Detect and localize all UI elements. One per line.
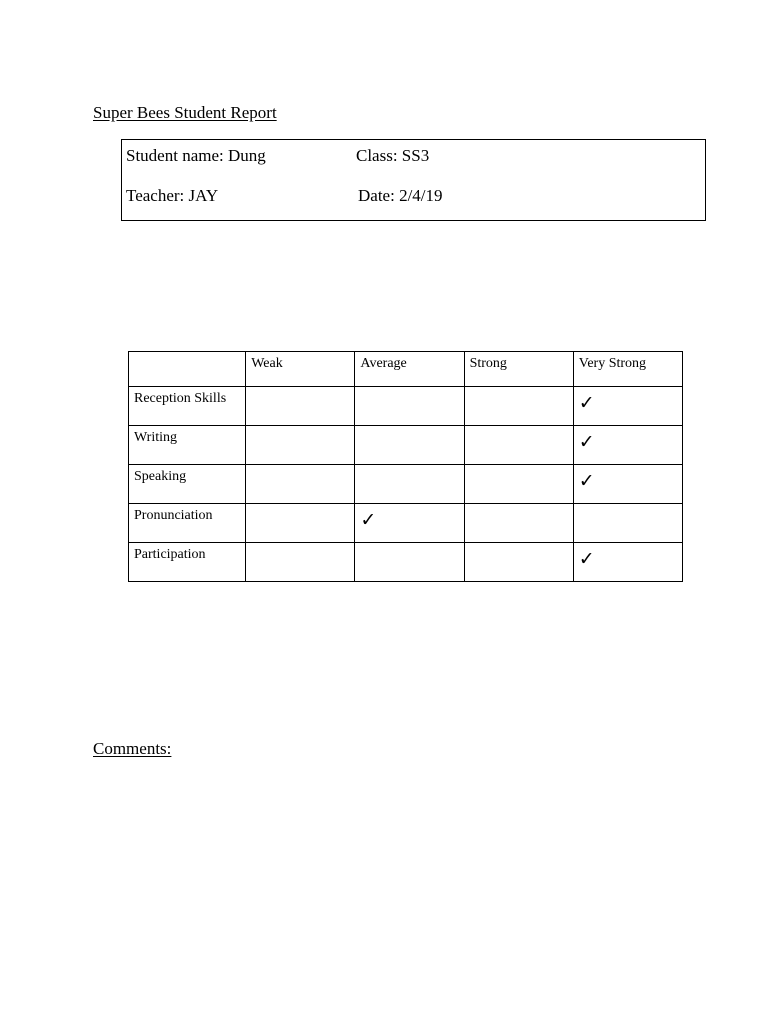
rating-cell [464,465,573,504]
report-title: Super Bees Student Report [93,103,277,122]
rating-cell [464,426,573,465]
rating-cell [246,465,355,504]
rating-cell [355,426,464,465]
table-row [129,426,683,465]
skill-label: Reception Skills [129,387,246,426]
rating-cell [573,543,682,582]
table-row [129,543,683,582]
checkmark-icon: ✓ [578,470,595,492]
class-name: Class: SS3 [356,146,430,165]
rating-cell [573,426,682,465]
skills-rating-table [128,351,683,582]
rating-cell [573,504,682,543]
skill-label: Writing [129,426,246,465]
checkmark-icon: ✓ [360,509,377,531]
rating-cell [355,543,464,582]
rating-cell [355,387,464,426]
checkmark-icon: ✓ [578,548,595,570]
teacher-name: Teacher: JAY [126,186,219,205]
table-row [129,504,683,543]
skill-label: Participation [129,543,246,582]
rating-cell [573,387,682,426]
table-row [129,387,683,426]
column-header-strong: Strong [464,352,573,387]
column-header-very-strong: Very Strong [573,352,682,387]
rating-cell [464,543,573,582]
skill-label: Speaking [129,465,246,504]
checkmark-icon: ✓ [578,392,595,414]
rating-cell [246,426,355,465]
rating-cell [355,504,464,543]
table-row [129,465,683,504]
rating-cell [246,543,355,582]
rating-cell [464,387,573,426]
table-corner-cell [129,352,246,387]
checkmark-icon: ✓ [578,431,595,453]
skill-label: Pronunciation [129,504,246,543]
rating-cell [464,504,573,543]
rating-cell [246,504,355,543]
rating-cell [573,465,682,504]
rating-cell [246,387,355,426]
comments-label: Comments: [93,739,172,758]
rating-cell [355,465,464,504]
table-header-row [129,352,683,387]
column-header-weak: Weak [246,352,355,387]
student-info-box [121,139,706,221]
report-date: Date: 2/4/19 [358,186,443,205]
column-header-average: Average [355,352,464,387]
student-name: Student name: Dung [126,146,266,165]
